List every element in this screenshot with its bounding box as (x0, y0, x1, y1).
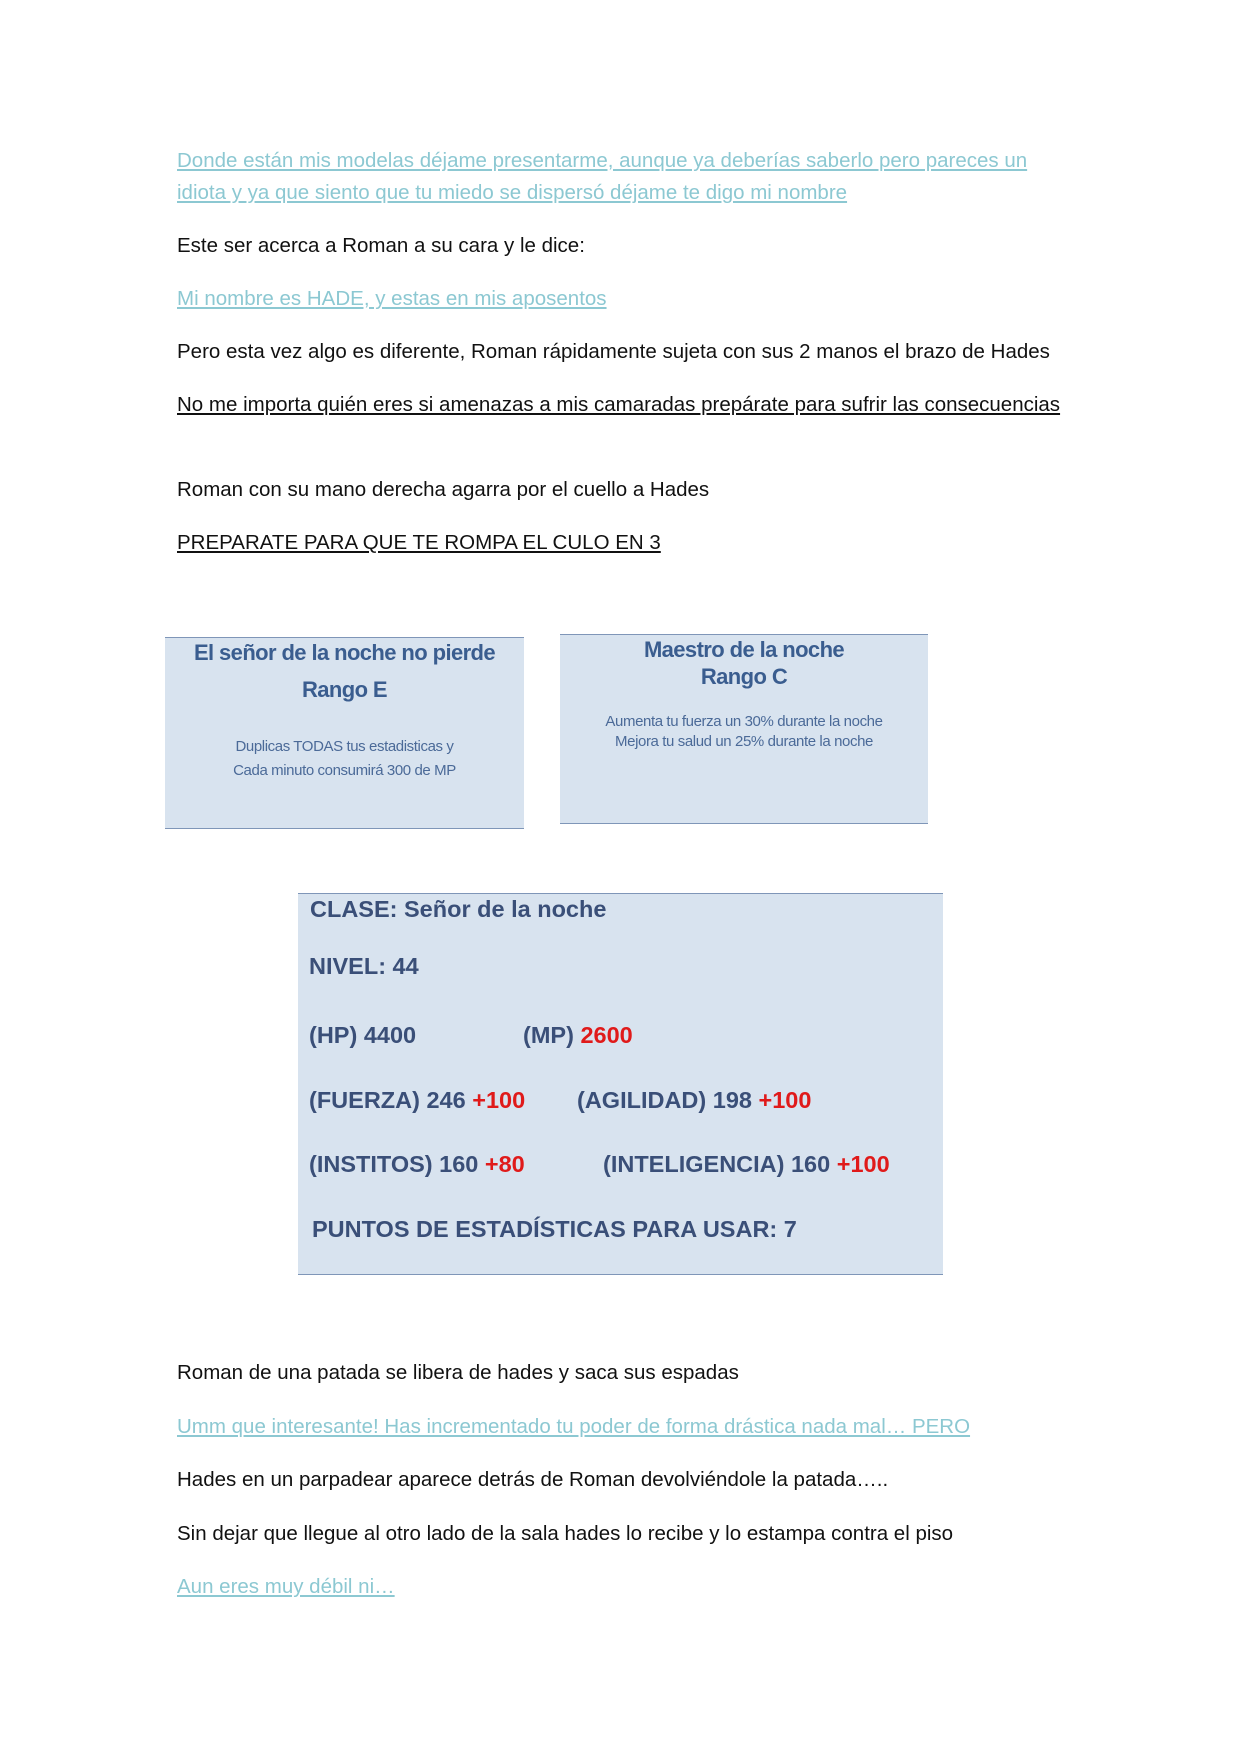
roman-dialogue-threat: No me importa quién eres si amenazas a mis camaradas prepárate para sufrir las consecuencias (177, 393, 1061, 416)
hades-dialogue-interesting: Umm que interesante! Has incrementado tu poder de forma drástica nada mal… PERO (177, 1415, 971, 1438)
roman-dialogue-shout: PREPARATE PARA QUE TE ROMPA EL CULO EN 3 (177, 531, 661, 554)
stat-mp-label: (MP) (523, 1022, 574, 1048)
stat-agilidad-bonus: +100 (758, 1087, 812, 1113)
stat-nivel: NIVEL: 44 (309, 953, 419, 979)
narration-hades-counter: Hades en un parpadear aparece detrás de Roman devolviéndole la patada….. (177, 1468, 889, 1491)
narration-grab-neck: Roman con su mano derecha agarra por el cuello a Hades (177, 478, 710, 501)
stat-fuerza-label: (FUERZA) 246 (309, 1087, 466, 1113)
stat-institos-bonus: +80 (484, 1151, 525, 1177)
skill-title: Maestro de la noche (643, 637, 845, 662)
stat-clase: CLASE: Señor de la noche (310, 896, 607, 922)
stat-puntos: PUNTOS DE ESTADÍSTICAS PARA USAR: 7 (312, 1216, 797, 1242)
stat-fuerza (309, 1087, 525, 1114)
stat-fuerza-bonus: +100 (472, 1087, 526, 1113)
hades-dialogue-weak: Aun eres muy débil ni… (177, 1575, 395, 1598)
stat-institos (309, 1151, 525, 1178)
skill-rank: Rango C (700, 664, 788, 689)
narration-approach: Este ser acerca a Roman a su cara y le dice: (177, 234, 585, 257)
skill-desc-line: Mejora tu salud un 25% durante la noche (615, 733, 873, 750)
skill-rank: Rango E (301, 677, 388, 702)
stat-mp (523, 1022, 633, 1049)
stat-agilidad (577, 1087, 811, 1114)
stat-inteligencia-bonus: +100 (836, 1151, 890, 1177)
skill-desc-line: Duplicas TODAS tus estadisticas y (235, 738, 454, 755)
narration-slam-floor: Sin dejar que llegue al otro lado de la sala hades lo recibe y lo estampa contra el piso (177, 1522, 954, 1545)
hades-dialogue-name: Mi nombre es HADE, y estas en mis aposentos (177, 287, 607, 310)
narration-grab-arm: Pero esta vez algo es diferente, Roman rápidamente sujeta con sus 2 manos el brazo de Hades (177, 340, 1050, 363)
narration-kick-free: Roman de una patada se libera de hades y saca sus espadas (177, 1361, 739, 1384)
skill-box-senor-noche (165, 637, 524, 829)
stat-inteligencia (603, 1151, 890, 1178)
character-stats-box (298, 893, 943, 1275)
skill-box-maestro-noche (560, 634, 928, 824)
hades-dialogue-intro: Donde están mis modelas déjame presentarme, aunque ya deberías saberlo pero pareces un idiota y ya que siento que tu miedo se dispersó déjame te digo mi nombre (177, 149, 1028, 204)
stat-institos-label: (INSTITOS) 160 (309, 1151, 479, 1177)
stat-agilidad-label: (AGILIDAD) 198 (577, 1087, 752, 1113)
stat-inteligencia-label: (INTELIGENCIA) 160 (603, 1151, 831, 1177)
skill-desc-line: Cada minuto consumirá 300 de MP (233, 762, 456, 779)
skill-title: El señor de la noche no pierde (193, 640, 496, 665)
skill-desc-line: Aumenta tu fuerza un 30% durante la noche (605, 713, 883, 730)
stat-mp-value: 2600 (580, 1022, 633, 1048)
stat-hp: (HP) 4400 (309, 1022, 417, 1048)
